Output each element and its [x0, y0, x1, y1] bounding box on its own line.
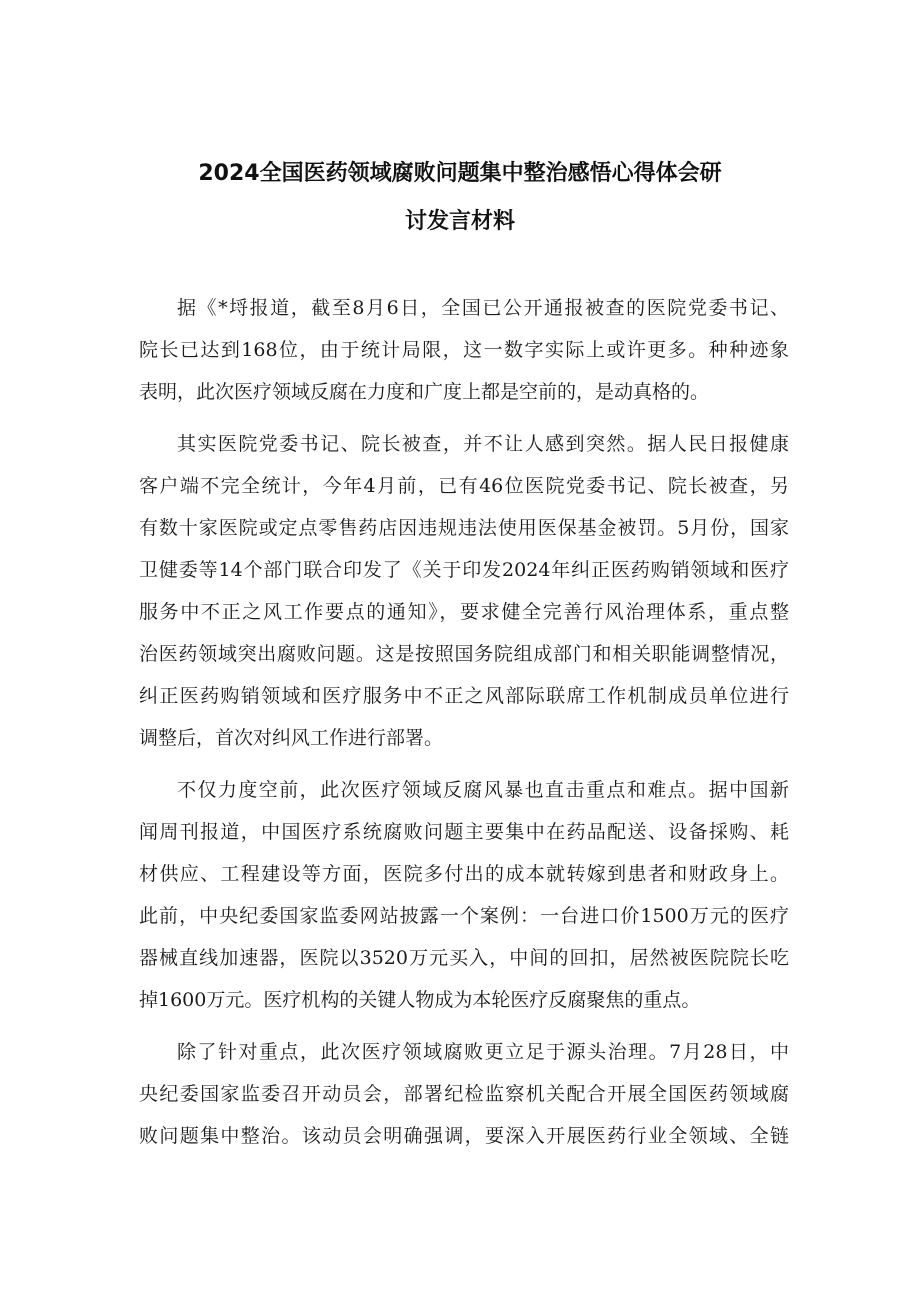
text-line: 有数十家医院或定点零售药店因违规违法使用医保基金被罚。5月份，国家 [139, 517, 789, 539]
paragraph [139, 769, 789, 1021]
text-line: 服务中不正之风工作要点的通知》，要求健全完善行风治理体系，重点整 [139, 601, 789, 623]
text-line: 不仅力度空前，此次医疗领域反腐风暴也直击重点和难点。据中国新 [177, 779, 789, 801]
text-line: 治医药领域突出腐败问题。这是按照国务院组成部门和相关职能调整情况， [139, 643, 789, 665]
title-line: 讨发言材料 [404, 209, 515, 234]
text-line: 此前，中央纪委国家监委网站披露一个案例：一台进口价1500万元的医疗 [139, 905, 789, 927]
text-line: 表明，此次医疗领域反腐在力度和广度上都是空前的，是动真格的。 [139, 381, 710, 403]
text-line: 器械直线加速器，医院以3520万元买入，中间的回扣，居然被医院院长吃 [139, 947, 789, 969]
document-body [139, 287, 789, 1157]
paragraph [139, 1031, 789, 1157]
text-line: 闻周刊报道，中国医疗系统腐败问题主要集中在药品配送、设备採购、耗 [139, 821, 789, 843]
text-line: 客户端不完全统计，今年4月前，已有46位医院党委书记、院长被查，另 [139, 475, 789, 497]
text-line: 调整后，首次对纠风工作进行部署。 [139, 727, 444, 749]
text-line: 央纪委国家监委召开动员会，部署纪检监察机关配合开展全国医药领域腐 [139, 1083, 789, 1105]
paragraph [139, 423, 789, 759]
text-line: 据《*埒报道，截至8月6日，全国已公开通报被查的医院党委书记、 [177, 297, 789, 319]
text-line: 院长已达到168位，由于统计局限，这一数字实际上或许更多。种种迹象 [139, 339, 789, 361]
text-line: 除了针对重点，此次医疗领域腐败更立足于源头治理。7月28日，中 [177, 1041, 789, 1063]
document-title [140, 150, 780, 246]
paragraph [139, 287, 789, 413]
text-line: 卫健委等14个部门联合印发了《关于印发2024年纠正医药购销领域和医疗 [139, 559, 789, 581]
text-line: 其实医院党委书记、院长被查，并不让人感到突然。据人民日报健康 [177, 433, 789, 455]
text-line: 材供应、工程建设等方面，医院多付出的成本就转嫁到患者和财政身上。 [139, 863, 789, 885]
title-line: 2024全国医药领域腐败问题集中整治感悟心得体会研 [198, 161, 722, 186]
text-line: 掉1600万元。医疗机构的关键人物成为本轮医疗反腐聚焦的重点。 [139, 989, 701, 1011]
text-line: 败问题集中整治。该动员会明确强调，要深入开展医药行业全领域、全链 [139, 1125, 789, 1147]
text-line: 纠正医药购销领域和医疗服务中不正之风部际联席工作机制成员单位进行 [139, 685, 789, 707]
